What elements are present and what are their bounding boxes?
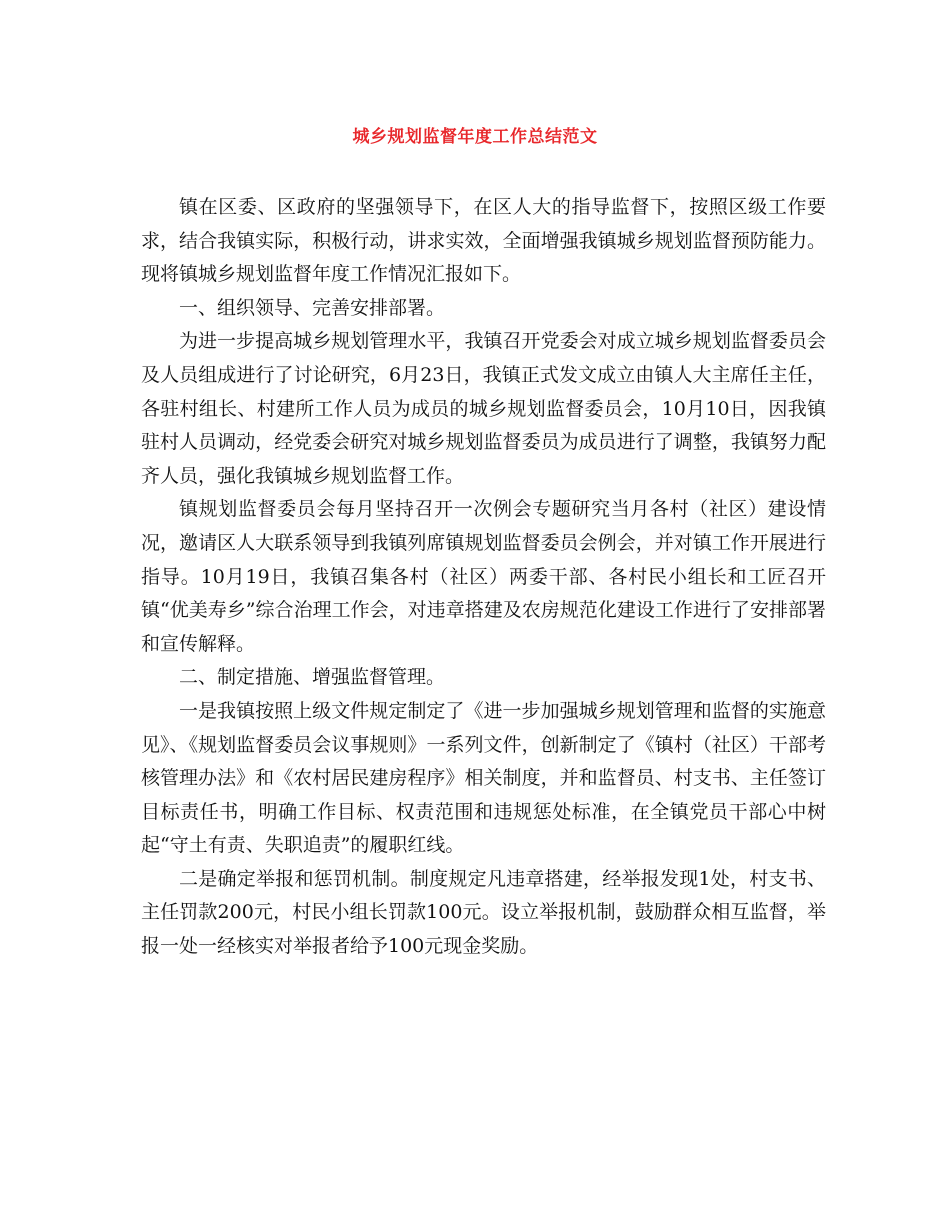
paragraph-reporting: 二是确定举报和惩罚机制。制度规定凡违章搭建，经举报发现1处，村支书、主任罚款200元，村民小组长罚款100元。设立举报机制，鼓励群众相互监督，举报一处一经核实对举报者给予100元现金奖励。 [141,867,826,958]
section-heading-2: 二、制定措施、增强监督管理。 [179,666,446,689]
document-body [141,191,826,964]
document-title: 城乡规划监督年度工作总结范文 [352,127,598,147]
paragraph-meetings: 镇规划监督委员会每月坚持召开一次例会专题研究当月各村（社区）建设情况，邀请区人大联系领导到我镇列席镇规划监督委员会例会，并对镇工作开展进行指导。10月19日，我镇召集各村（社区）两委干部、各村民小组长和工匠召开镇“优美寿乡”综合治理工作会，对违章搭建及农房规范化建设工作进行了安排部署和宣传解释。 [141,498,826,655]
paragraph-committee: 为进一步提高城乡规划管理水平，我镇召开党委会对成立城乡规划监督委员会及人员组成进行了讨论研究，6月23日，我镇正式发文成立由镇人大主席任主任，各驻村组长、村建所工作人员为成员的城乡规划监督委员会，10月10日，因我镇驻村人员调动，经党委会研究对城乡规划监督委员为成员进行了调整，我镇努力配齐人员，强化我镇城乡规划监督工作。 [141,330,826,487]
section-heading-1: 一、组织领导、完善安排部署。 [179,296,446,319]
paragraph-intro: 镇在区委、区政府的坚强领导下，在区人大的指导监督下，按照区级工作要求，结合我镇实际，积极行动，讲求实效，全面增强我镇城乡规划监督预防能力。现将镇城乡规划监督年度工作情况汇报如下。 [141,196,826,286]
paragraph-regulations: 一是我镇按照上级文件规定制定了《进一步加强城乡规划管理和监督的实施意见》、《规划监督委员会议事规则》一系列文件，创新制定了《镇村（社区）干部考核管理办法》和《农村居民建房程序》相关制度，并和监督员、村支书、主任签订目标责任书，明确工作目标、权责范围和违规惩处标准，在全镇党员干部心中树起“守土有责、失职追责”的履职红线。 [141,699,826,857]
